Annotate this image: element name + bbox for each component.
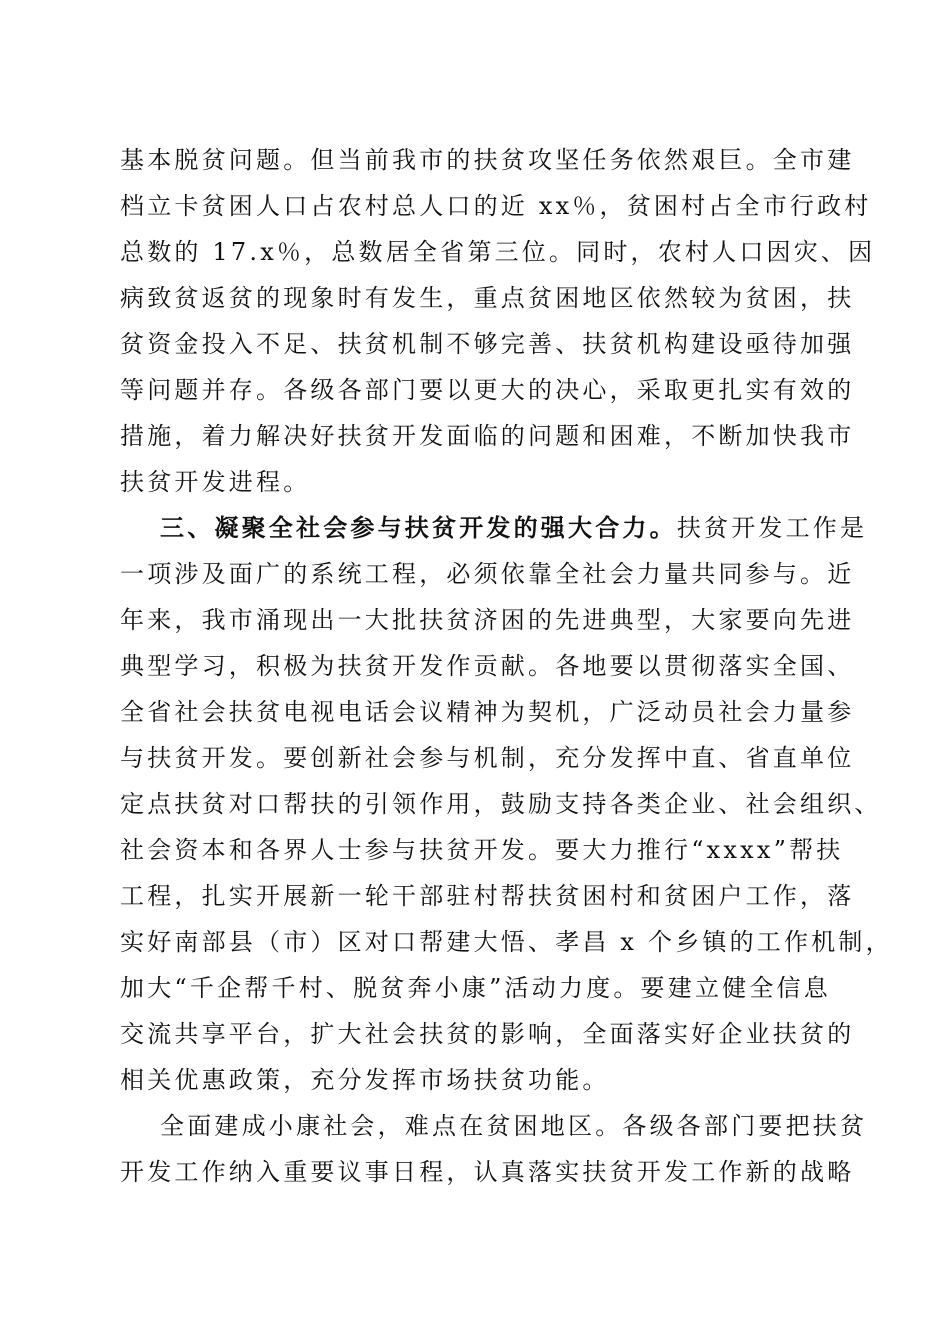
text-line: 总数的 17.x％，总数居全省第三位。同时，农村人口因灾、因: [120, 238, 876, 266]
text-line: 档立卡贫困人口占农村总人口的近 xx％，贫困村占全市行政村: [120, 192, 872, 220]
text-line: 社会资本和各界人士参与扶贫开发。要大力推行“xxxx”帮扶: [120, 836, 844, 864]
text-line: 与扶贫开发。要创新社会参与机制，充分发挥中直、省直单位: [120, 744, 855, 772]
text-line: 全省社会扶贫电视电话会议精神为契机，广泛动员社会力量参: [120, 698, 855, 726]
section-heading: 三、凝聚全社会参与扶贫开发的强大合力。: [160, 514, 677, 542]
text-line: 工程，扎实开展新一轮干部驻村帮扶贫困村和贫困户工作，落: [120, 882, 855, 910]
text-line: 实好南部县（市）区对口帮建大悟、孝昌 x 个乡镇的工作机制，: [120, 928, 893, 956]
text-line: 扶贫开发进程。: [120, 468, 311, 496]
heading-line-rest: 扶贫开发工作是: [676, 514, 868, 542]
section-heading-line: [160, 505, 867, 551]
text-line: 典型学习，积极为扶贫开发作贡献。各地要以贯彻落实全国、: [120, 652, 855, 680]
text-line: 相关优惠政策，充分发挥市场扶贫功能。: [120, 1066, 610, 1094]
text-line: 措施，着力解决好扶贫开发面临的问题和困难，不断加快我市: [120, 422, 855, 450]
text-line: 一项涉及面广的系统工程，必须依靠全社会力量共同参与。近: [120, 560, 855, 588]
text-line: 病致贫返贫的现象时有发生，重点贫困地区依然较为贫困，扶: [120, 284, 855, 312]
text-line: 全面建成小康社会，难点在贫困地区。各级各部门要把扶贫: [160, 1112, 868, 1140]
text-line: 定点扶贫对口帮扶的引领作用，鼓励支持各类企业、社会组织、: [120, 790, 882, 818]
text-line: 基本脱贫问题。但当前我市的扶贫攻坚任务依然艰巨。全市建: [120, 146, 855, 174]
text-line: 贫资金投入不足、扶贫机制不够完善、扶贫机构建设亟待加强: [120, 330, 855, 358]
text-line: 年来，我市涌现出一大批扶贫济困的先进典型，大家要向先进: [120, 606, 855, 634]
text-line: 开发工作纳入重要议事日程，认真落实扶贫开发工作新的战略: [120, 1158, 855, 1186]
text-line: 加大“千企帮千村、脱贫奔小康”活动力度。要建立健全信息: [120, 974, 831, 1002]
text-line: 等问题并存。各级各部门要以更大的决心，采取更扎实有效的: [120, 376, 855, 404]
text-line: 交流共享平台，扩大社会扶贫的影响，全面落实好企业扶贫的: [120, 1020, 855, 1048]
